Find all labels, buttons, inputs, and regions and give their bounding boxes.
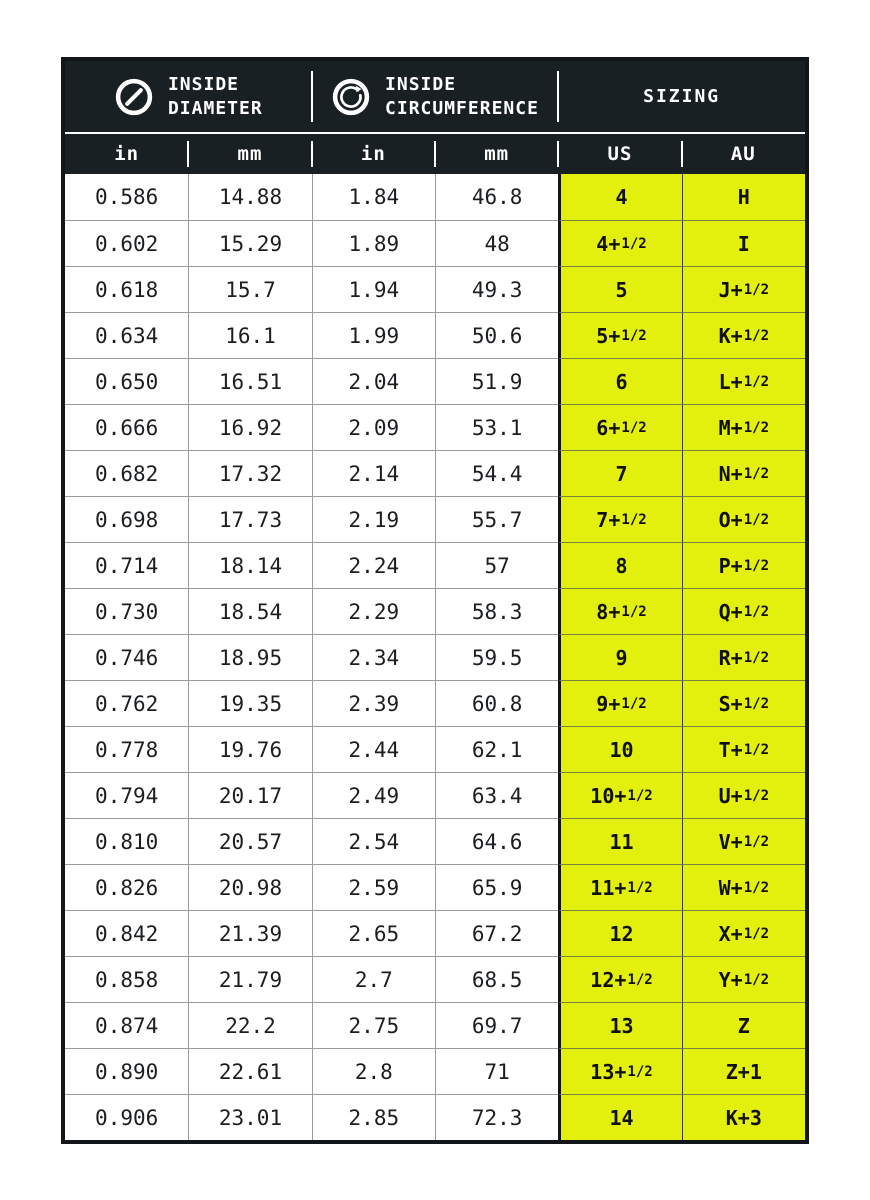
table-header-groups xyxy=(65,61,805,132)
size-value-main: 4+ xyxy=(596,231,621,256)
circumference-mm-cell: 72.3 xyxy=(435,1094,558,1140)
circumference-mm-cell: 62.1 xyxy=(435,726,558,772)
us-size-cell xyxy=(558,220,681,266)
column-header-diameter-in: in xyxy=(114,143,140,165)
size-value-main: W+ xyxy=(718,875,743,900)
us-size-cell: 7 xyxy=(558,450,681,496)
us-size-cell xyxy=(558,956,681,1002)
size-value-main: 11+ xyxy=(590,875,627,900)
circumference-in-cell: 2.04 xyxy=(312,358,435,404)
circumference-in-cell: 2.59 xyxy=(312,864,435,910)
circumference-mm-cell: 51.9 xyxy=(435,358,558,404)
ring-size-chart xyxy=(61,57,809,1144)
size-value-fraction: 1/2 xyxy=(743,787,770,804)
us-size-cell xyxy=(558,1048,681,1094)
au-size-cell xyxy=(682,956,805,1002)
diameter-mm-cell: 20.17 xyxy=(188,772,311,818)
au-size-cell xyxy=(682,404,805,450)
size-value-main: 9+ xyxy=(596,691,621,716)
circumference-mm-cell: 46.8 xyxy=(435,174,558,220)
circumference-mm-cell: 54.4 xyxy=(435,450,558,496)
diameter-in-cell: 0.618 xyxy=(65,266,188,312)
size-value-fraction: 1/2 xyxy=(743,327,770,344)
au-size-cell xyxy=(682,542,805,588)
size-value-fraction: 1/2 xyxy=(743,741,770,758)
size-value-fraction: 1/2 xyxy=(621,419,647,436)
circumference-mm-cell: 64.6 xyxy=(435,818,558,864)
circumference-mm-cell: 53.1 xyxy=(435,404,558,450)
size-value-main: T+ xyxy=(718,737,743,762)
size-value-main: M+ xyxy=(718,415,743,440)
diameter-mm-cell: 17.73 xyxy=(188,496,311,542)
circumference-in-cell: 2.65 xyxy=(312,910,435,956)
size-value-main: X+ xyxy=(718,921,743,946)
diameter-mm-cell: 22.61 xyxy=(188,1048,311,1094)
circumference-mm-cell: 60.8 xyxy=(435,680,558,726)
circumference-mm-cell: 69.7 xyxy=(435,1002,558,1048)
circumference-in-cell: 2.85 xyxy=(312,1094,435,1140)
au-size-cell xyxy=(682,266,805,312)
us-size-cell xyxy=(558,312,681,358)
us-size-cell: 14 xyxy=(558,1094,681,1140)
size-value-main: P+ xyxy=(718,553,743,578)
circumference-in-cell: 2.75 xyxy=(312,1002,435,1048)
diameter-mm-cell: 15.29 xyxy=(188,220,311,266)
diameter-mm-cell: 19.76 xyxy=(188,726,311,772)
au-size-cell xyxy=(682,496,805,542)
size-value-fraction: 1/2 xyxy=(743,419,770,436)
header-group-label: INSIDE DIAMETER xyxy=(167,73,263,119)
circumference-in-cell: 2.49 xyxy=(312,772,435,818)
size-value-main: 6+ xyxy=(596,415,621,440)
us-size-cell: 10 xyxy=(558,726,681,772)
circumference-mm-cell: 68.5 xyxy=(435,956,558,1002)
size-value-main: U+ xyxy=(718,783,743,808)
diameter-in-cell: 0.778 xyxy=(65,726,188,772)
column-header-au: AU xyxy=(682,134,805,174)
circumference-mm-cell: 55.7 xyxy=(435,496,558,542)
us-size-cell xyxy=(558,772,681,818)
diameter-mm-cell: 20.98 xyxy=(188,864,311,910)
us-size-cell: 11 xyxy=(558,818,681,864)
circumference-in-cell: 2.54 xyxy=(312,818,435,864)
au-size-cell: H xyxy=(682,174,805,220)
circumference-in-cell: 2.19 xyxy=(312,496,435,542)
circumference-in-cell: 1.84 xyxy=(312,174,435,220)
us-size-cell: 4 xyxy=(558,174,681,220)
circumference-mm-cell: 67.2 xyxy=(435,910,558,956)
diameter-mm-cell: 21.79 xyxy=(188,956,311,1002)
size-value-fraction: 1/2 xyxy=(743,511,770,528)
diameter-mm-cell: 16.51 xyxy=(188,358,311,404)
size-value-main: L+ xyxy=(718,369,743,394)
column-header-us: US xyxy=(558,134,681,174)
diameter-in-cell: 0.906 xyxy=(65,1094,188,1140)
size-value-fraction: 1/2 xyxy=(627,879,653,896)
circumference-in-cell: 2.8 xyxy=(312,1048,435,1094)
size-value-main: O+ xyxy=(718,507,743,532)
diameter-mm-cell: 18.14 xyxy=(188,542,311,588)
au-size-cell xyxy=(682,772,805,818)
diameter-mm-cell: 17.32 xyxy=(188,450,311,496)
size-value-fraction: 1/2 xyxy=(627,787,653,804)
circumference-in-cell: 2.39 xyxy=(312,680,435,726)
size-value-main: S+ xyxy=(718,691,743,716)
size-value-fraction: 1/2 xyxy=(743,281,770,298)
circumference-mm-cell: 71 xyxy=(435,1048,558,1094)
diameter-mm-cell: 22.2 xyxy=(188,1002,311,1048)
size-value-fraction: 1/2 xyxy=(621,695,647,712)
au-size-cell xyxy=(682,634,805,680)
us-size-cell: 5 xyxy=(558,266,681,312)
diameter-in-cell: 0.826 xyxy=(65,864,188,910)
diameter-mm-cell: 19.35 xyxy=(188,680,311,726)
size-value-fraction: 1/2 xyxy=(627,971,653,988)
size-value-main: V+ xyxy=(718,829,743,854)
au-size-cell: I xyxy=(682,220,805,266)
au-size-cell: Z xyxy=(682,1002,805,1048)
diameter-in-cell: 0.586 xyxy=(95,185,159,209)
au-size-cell xyxy=(682,588,805,634)
circumference-in-cell: 2.24 xyxy=(312,542,435,588)
circumference-mm-cell: 65.9 xyxy=(435,864,558,910)
column-header-circumference-in: in xyxy=(312,134,435,174)
table-subheader xyxy=(65,134,805,174)
column-header-circumference-mm: mm xyxy=(435,134,558,174)
size-value-fraction: 1/2 xyxy=(743,925,770,942)
circumference-mm-cell: 63.4 xyxy=(435,772,558,818)
circumference-mm-cell: 50.6 xyxy=(435,312,558,358)
diameter-in-cell: 0.602 xyxy=(65,220,188,266)
size-value-fraction: 1/2 xyxy=(621,327,647,344)
diameter-mm-cell: 18.54 xyxy=(188,588,311,634)
us-size-cell xyxy=(558,864,681,910)
us-size-cell: 8 xyxy=(558,542,681,588)
size-value-main: K+ xyxy=(718,323,743,348)
au-size-cell xyxy=(682,726,805,772)
circumference-icon xyxy=(331,77,371,117)
size-value-main: 10+ xyxy=(590,783,627,808)
diameter-in-cell: 0.666 xyxy=(65,404,188,450)
diameter-mm-cell: 18.95 xyxy=(188,634,311,680)
circumference-in-cell: 2.7 xyxy=(312,956,435,1002)
circumference-mm-cell: 48 xyxy=(435,220,558,266)
diameter-in-cell: 0.698 xyxy=(65,496,188,542)
diameter-mm-cell: 23.01 xyxy=(188,1094,311,1140)
circumference-mm-cell: 49.3 xyxy=(435,266,558,312)
table-body xyxy=(65,174,805,1140)
diameter-mm-cell: 20.57 xyxy=(188,818,311,864)
size-value-main: Q+ xyxy=(718,599,743,624)
circumference-in-cell: 1.94 xyxy=(312,266,435,312)
circumference-mm-cell: 57 xyxy=(435,542,558,588)
size-value-fraction: 1/2 xyxy=(621,235,647,252)
diameter-mm-cell: 16.92 xyxy=(188,404,311,450)
circumference-in-cell: 2.09 xyxy=(312,404,435,450)
au-size-cell xyxy=(682,910,805,956)
size-value-main: 13+ xyxy=(590,1059,627,1084)
us-size-cell: 13 xyxy=(558,1002,681,1048)
circumference-mm-cell: 58.3 xyxy=(435,588,558,634)
size-value-fraction: 1/2 xyxy=(743,695,770,712)
circumference-mm-cell: 59.5 xyxy=(435,634,558,680)
diameter-mm-cell: 15.7 xyxy=(188,266,311,312)
circumference-in-cell: 2.44 xyxy=(312,726,435,772)
size-value-fraction: 1/2 xyxy=(743,465,770,482)
diameter-in-cell: 0.634 xyxy=(65,312,188,358)
au-size-cell: Z+1 xyxy=(682,1048,805,1094)
size-value-fraction: 1/2 xyxy=(743,603,770,620)
us-size-cell xyxy=(558,588,681,634)
size-value-main: 7+ xyxy=(596,507,621,532)
circumference-in-cell: 2.34 xyxy=(312,634,435,680)
size-value-main: 5+ xyxy=(596,323,621,348)
header-group-circumference xyxy=(312,61,559,132)
au-size-cell xyxy=(682,312,805,358)
circumference-in-cell: 2.29 xyxy=(312,588,435,634)
au-size-cell xyxy=(682,818,805,864)
diameter-in-cell: 0.730 xyxy=(65,588,188,634)
size-value-main: 12+ xyxy=(590,967,627,992)
diameter-in-cell: 0.746 xyxy=(65,634,188,680)
size-value-fraction: 1/2 xyxy=(621,511,647,528)
diameter-in-cell: 0.874 xyxy=(65,1002,188,1048)
diameter-icon xyxy=(114,77,154,117)
us-size-cell: 9 xyxy=(558,634,681,680)
size-value-fraction: 1/2 xyxy=(743,879,770,896)
size-value-main: 8+ xyxy=(596,599,621,624)
diameter-in-cell: 0.714 xyxy=(65,542,188,588)
circumference-in-cell: 2.14 xyxy=(312,450,435,496)
size-value-main: R+ xyxy=(718,645,743,670)
column-header-diameter-mm: mm xyxy=(188,134,311,174)
au-size-cell xyxy=(682,358,805,404)
diameter-in-cell: 0.650 xyxy=(65,358,188,404)
circumference-in-cell: 1.99 xyxy=(312,312,435,358)
diameter-in-cell: 0.762 xyxy=(65,680,188,726)
header-group-sizing xyxy=(558,61,805,132)
us-size-cell xyxy=(558,680,681,726)
au-size-cell xyxy=(682,864,805,910)
header-group-diameter xyxy=(65,61,312,132)
diameter-mm-cell: 14.88 xyxy=(188,174,311,220)
diameter-mm-cell: 16.1 xyxy=(188,312,311,358)
circumference-in-cell: 1.89 xyxy=(312,220,435,266)
header-group-label: SIZING xyxy=(643,85,721,107)
diameter-in-cell: 0.842 xyxy=(65,910,188,956)
us-size-cell: 12 xyxy=(558,910,681,956)
us-size-cell: 6 xyxy=(558,358,681,404)
size-value-fraction: 1/2 xyxy=(743,557,770,574)
size-value-main: Y+ xyxy=(718,967,743,992)
diameter-in-cell: 0.810 xyxy=(65,818,188,864)
us-size-cell xyxy=(558,496,681,542)
size-value-main: N+ xyxy=(718,461,743,486)
diameter-in-cell: 0.794 xyxy=(65,772,188,818)
size-value-fraction: 1/2 xyxy=(743,649,770,666)
size-value-fraction: 1/2 xyxy=(627,1063,653,1080)
diameter-in-cell: 0.858 xyxy=(65,956,188,1002)
us-size-cell xyxy=(558,404,681,450)
diameter-mm-cell: 21.39 xyxy=(188,910,311,956)
diameter-in-cell: 0.890 xyxy=(65,1048,188,1094)
au-size-cell xyxy=(682,450,805,496)
size-value-fraction: 1/2 xyxy=(743,971,770,988)
diameter-in-cell: 0.682 xyxy=(65,450,188,496)
header-group-label: INSIDE CIRCUMFERENCE xyxy=(385,73,539,119)
size-value-fraction: 1/2 xyxy=(743,833,770,850)
size-value-main: J+ xyxy=(718,277,743,302)
size-value-fraction: 1/2 xyxy=(743,373,770,390)
size-value-fraction: 1/2 xyxy=(621,603,647,620)
au-size-cell: K+3 xyxy=(682,1094,805,1140)
au-size-cell xyxy=(682,680,805,726)
